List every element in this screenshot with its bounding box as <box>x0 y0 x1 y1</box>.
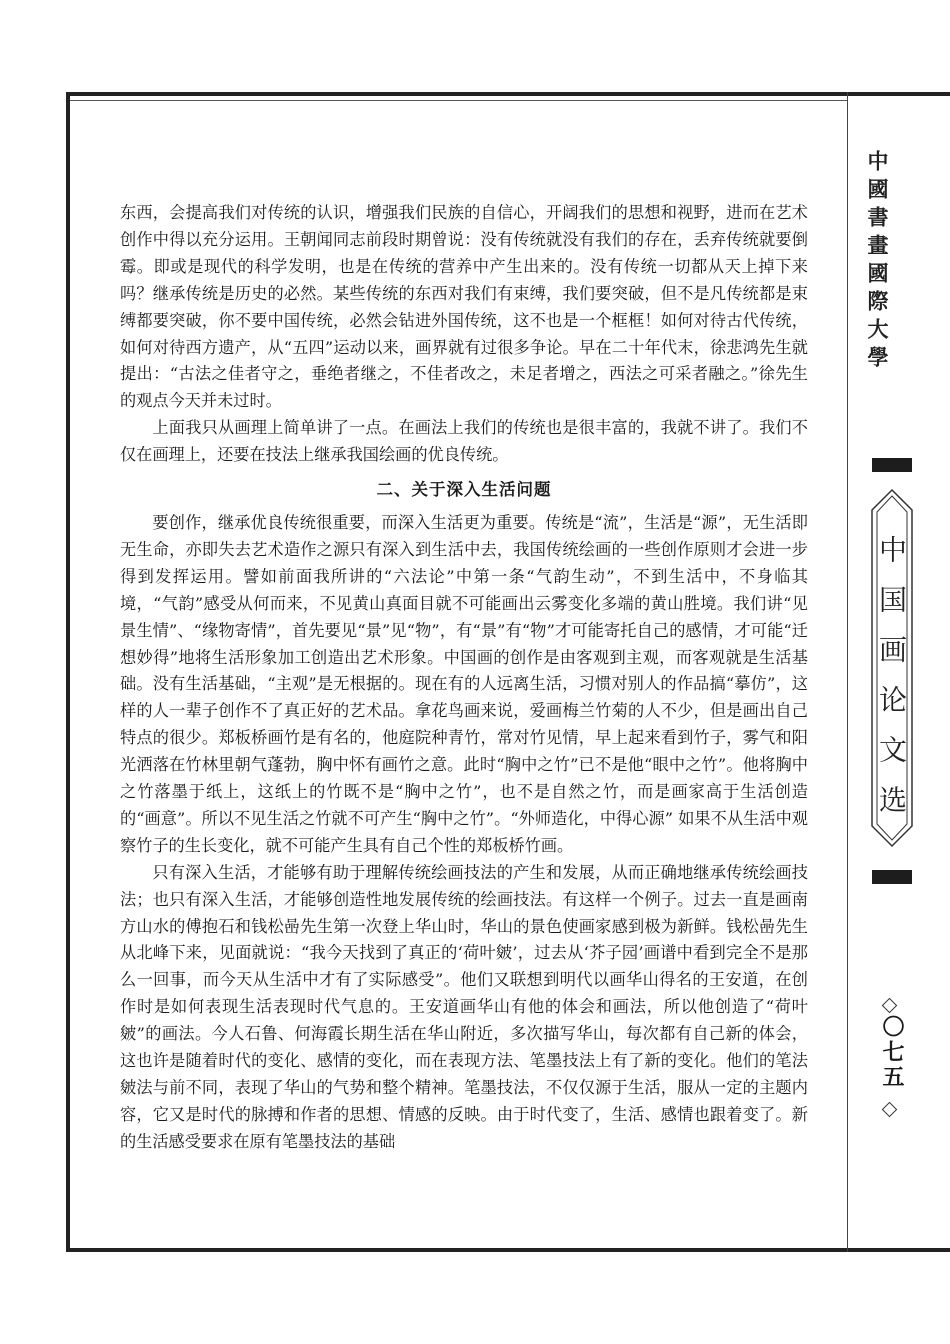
cartouche-top-bar <box>872 458 912 472</box>
paragraph-1: 东西，会提高我们对传统的认识，增强我们民族的自信心，开阔我们的思想和视野，进而在艺术创作中得以充分运用。王朝闻同志前段时期曾说：没有传统就没有我们的存在，丢弃传统就要倒霉。即或是现代的科学发明，也是在传统的营养中产生出来的。没有传统一切都从天上掉下来吗？继承传统是历史的必然。某些传统的东西对我们有束缚，我们要突破，但不是凡传统都是束缚都要突破，你不要中国传统，必然会钻进外国传统，这不也是一个框框！如何对待古代传统，如何对待西方遗产，从“五四”运动以来，画界就有过很多争论。早在二十年代末，徐悲鸿先生就提出：“古法之佳者守之，垂绝者继之，不佳者改之，未足者增之，西法之可采者融之。”徐先生的观点今天并未过时。 <box>120 203 808 411</box>
section-heading: 二、关于深入生活问题 <box>376 480 552 500</box>
sidebar-divider <box>847 92 848 1252</box>
sidebar-top-rule <box>848 92 950 96</box>
cartouche-bottom-bar <box>872 870 912 884</box>
body-text <box>120 200 808 1156</box>
frame-inner-rule <box>70 100 847 101</box>
sidebar-bottom-rule <box>848 1248 950 1252</box>
diamond-ornament-top <box>882 998 898 1014</box>
university-name: 中國書畫國際大學 <box>865 150 889 374</box>
paragraph-3: 要创作，继承优良传统很重要，而深入生活更为重要。传统是“流”，生活是“源”，无生活即无生命，亦即失去艺术造作之源只有深入到生活中去，我国传统绘画的一些创作原则才会进一步得到发挥运用。譬如前面我所讲的“六法论”中第一条“气韵生动”，不到生活中，不身临其境，“气韵”感受从何而来，不见黄山真面目就不可能画出云雾变化多端的黄山胜境。我们讲“见景生情”、“缘物寄情”，首先要见“景”见“物”，有“景”有“物”才可能寄托自己的感情，才可能“迁想妙得”地将生活形象加工创造出艺术形象。中国画的创作是由客观到主观，而客观就是生活基础。没有生活基础，“主观”是无根据的。现在有的人远离生活，习惯对别人的作品搞“摹仿”，这样的人一辈子创作不了真正好的艺术品。拿花鸟画来说，爱画梅兰竹菊的人不少，但是画出自己特点的很少。郑板桥画竹是有名的，他庭院种青竹，常对竹见情，早上起来看到竹子，雾气和阳光洒落在竹林里朝气蓬勃，胸中怀有画竹之意。此时“胸中之竹”已不是他“眼中之竹”。他将胸中之竹落墨于纸上，这纸上的竹既不是“胸中之竹”，也不是自然之竹，而是画家高于生活创造的“画意”。所以不见生活之竹就不可产生“胸中之竹”。“外师造化，中得心源” 如果不从生活中观察竹子的生长变化，就不可能产生具有自己个性的郑板桥竹画。 <box>120 512 808 855</box>
paragraph-4: 只有深入生活，才能够有助于理解传统绘画技法的产生和发展，从而正确地继承传统绘画技法；也只有深入生活，才能够创造性地发展传统的绘画技法。有这样一个例子。过去一直是画南方山水的傅抱石和钱松喦先生第一次登上华山时，华山的景色使画家感到极为新鲜。钱松喦先生从北峰下来，见面就说：“我今天找到了真正的‘荷叶皴’，过去从‘芥子园’画谱中看到完全不是那么一回事，而今天从生活中才有了实际感受”。他们又联想到明代以画华山得名的王安道，在创作时是如何表现生活表现时代气息的。王安道画华山有他的体会和画法，所以他创造了“荷叶皴”的画法。今人石鲁、何海霞长期生活在华山附近，多次描写华山，每次都有自己新的体会，这也许是随着时代的变化、感情的变化，而在表现方法、笔墨技法上有了新的变化。他们的笔法皴法与前不同，表现了华山的气势和整个精神。笔墨技法，不仅仅源于生活，服从一定的主题内容，它又是时代的脉搏和作者的思想、情感的反映。由于时代变了，生活、感情也跟着变了。新的生活感受要求在原有笔墨技法的基础 <box>120 862 808 1151</box>
diamond-ornament-bottom <box>882 1102 898 1118</box>
page-number: 〇七五 <box>879 1015 904 1090</box>
book-title: 中国画论文选 <box>875 535 908 835</box>
paragraph-2: 上面我只从画理上简单讲了一点。在画法上我们的传统也是很丰富的，我就不讲了。我们不仅在画理上，还要在技法上继承我国绘画的优良传统。 <box>120 418 808 465</box>
